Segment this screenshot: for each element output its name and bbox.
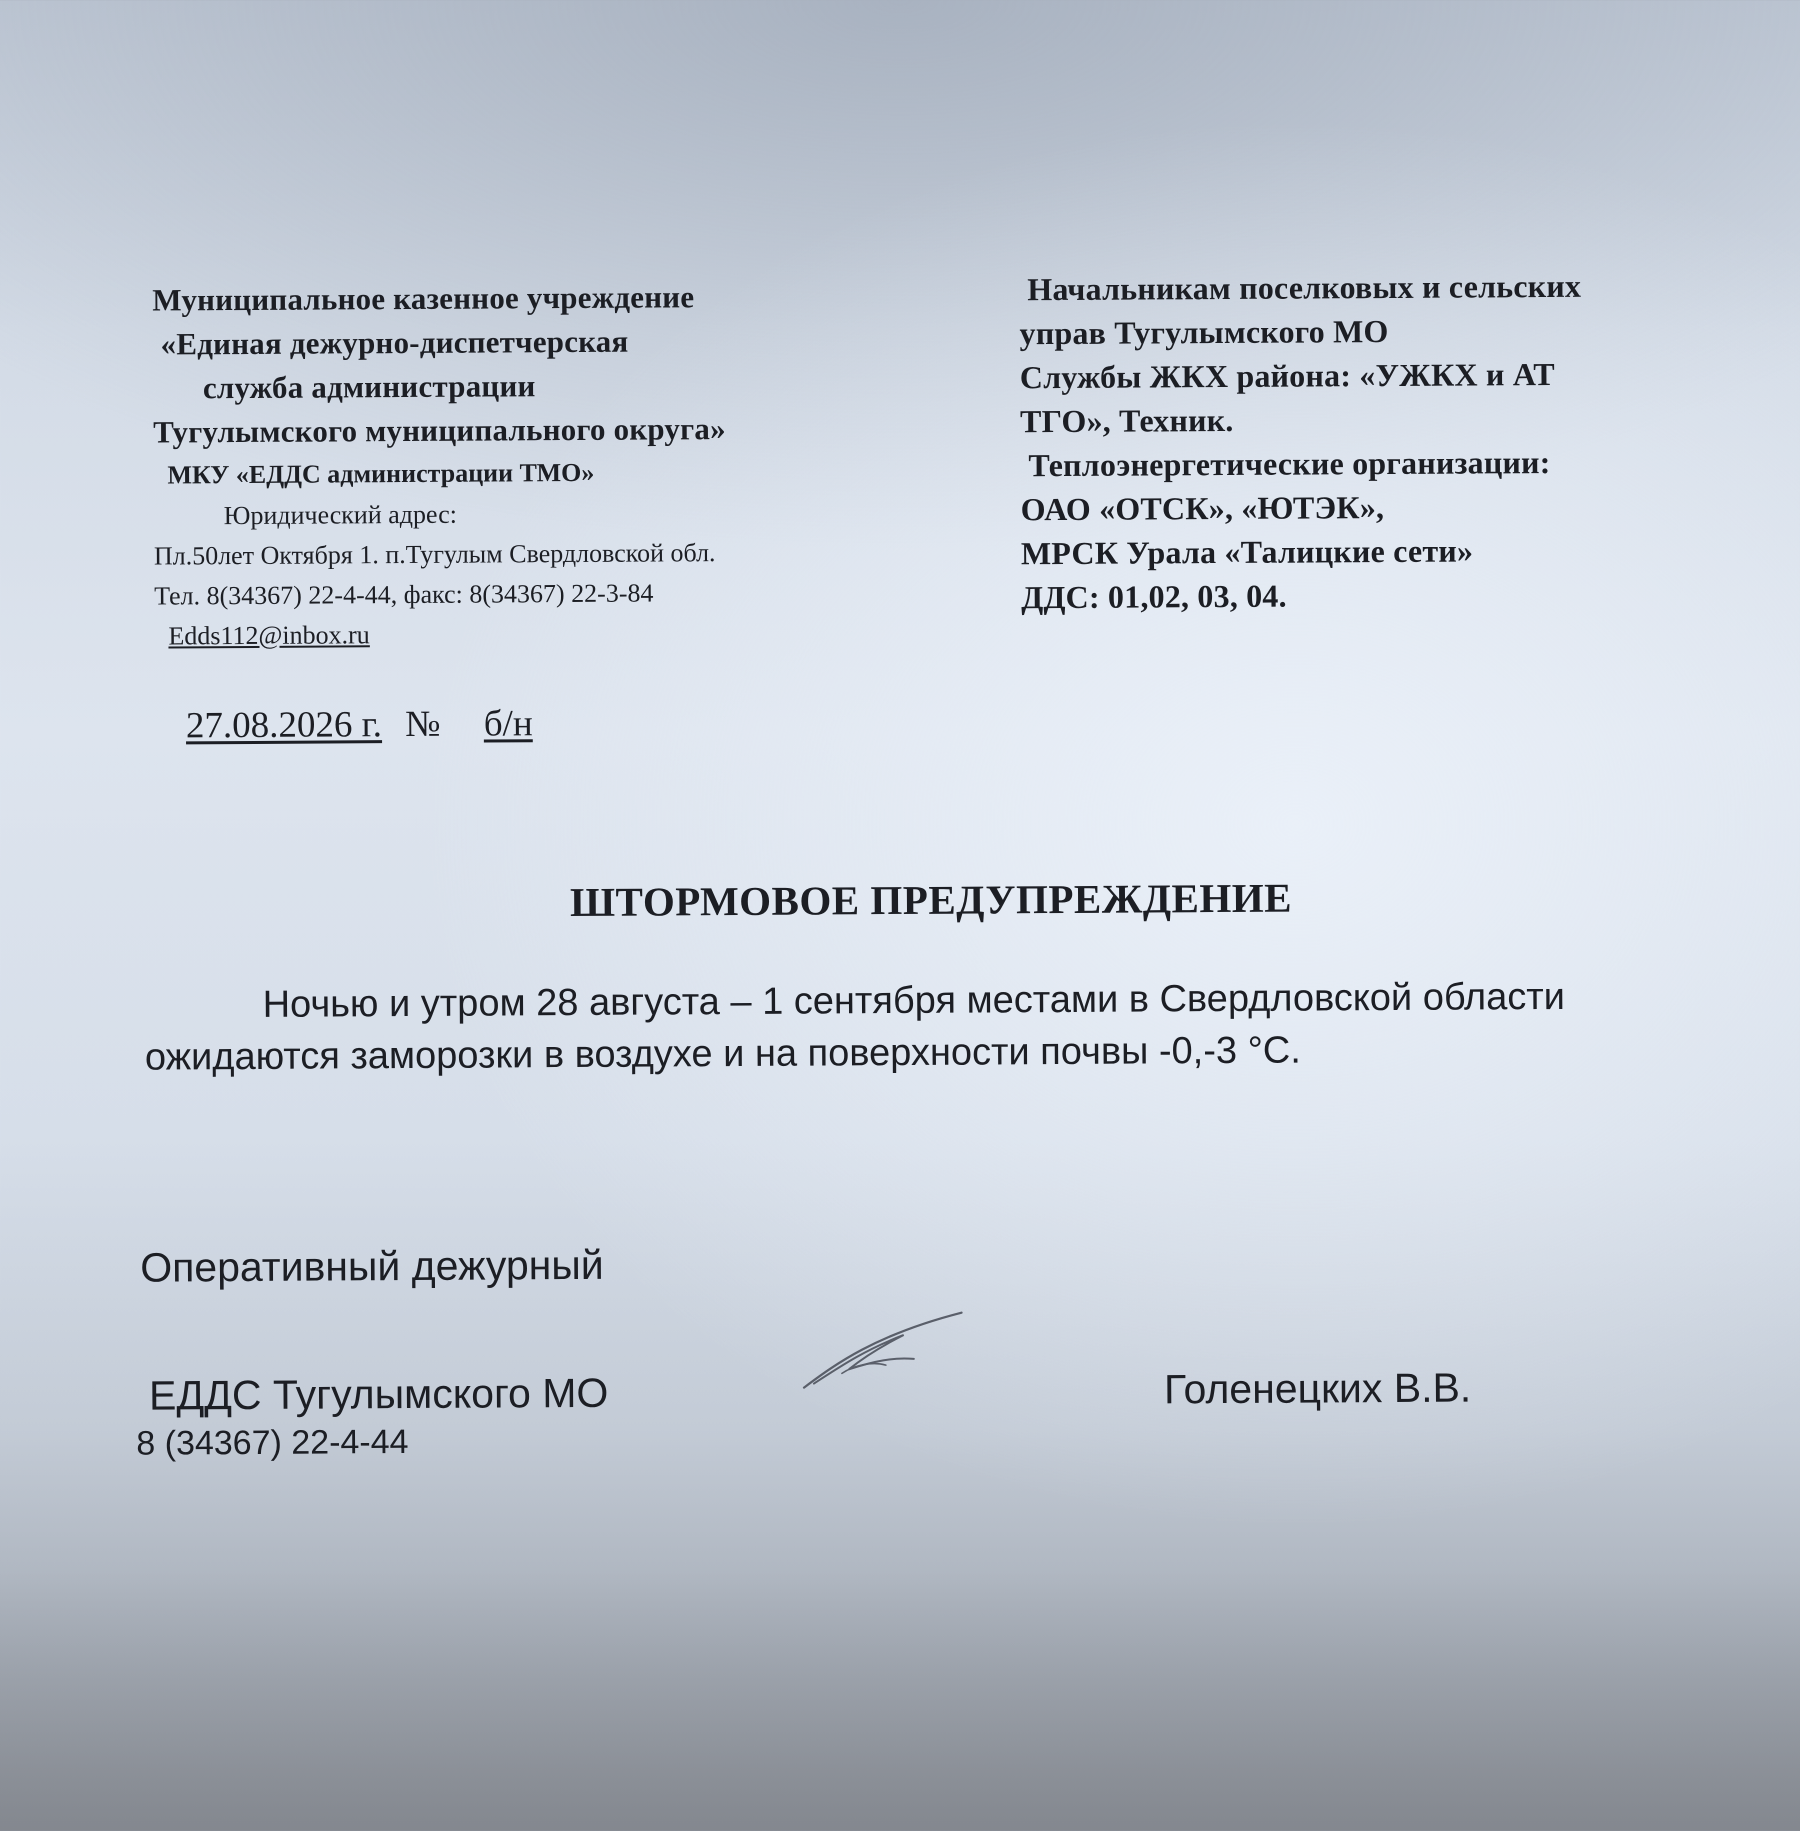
addressee-line-6: ОАО «ОТСК», «ЮТЭК»,: [1020, 489, 1385, 528]
sender-address-label: Юридический адрес:: [223, 499, 458, 531]
warning-body-line-2: ожидаются заморозки в воздухе и на поверхности почвы -0,-3 °С.: [144, 1029, 1301, 1079]
sender-org-line-4: Тугулымского муниципального округа»: [153, 411, 726, 450]
addressee-line-1: Начальникам поселковых и сельских: [1027, 267, 1582, 308]
sender-org-line-1: Муниципальное казенное учреждение: [152, 279, 695, 318]
addressee-line-5: Теплоэнергетические организации:: [1028, 444, 1551, 484]
signatory-name: Голенецких В.В.: [1163, 1364, 1472, 1413]
sender-org-line-2: «Единая дежурно-диспетчерская: [160, 323, 629, 362]
registration-number: б/н: [483, 703, 533, 745]
sender-email-link[interactable]: Edds112@inbox.ru: [168, 620, 370, 651]
warning-body: [144, 970, 1715, 1084]
sender-org-line-3: служба администрации: [202, 368, 536, 406]
registration-number-sign: №: [405, 703, 441, 746]
sender-address: Пл.50лет Октября 1. п.Тугулым Свердловской обл.: [153, 538, 716, 571]
registration-date: 27.08.2026 г.: [185, 704, 383, 747]
addressee-line-4: ТГО», Техник.: [1019, 401, 1234, 440]
document-title: ШТОРМОВОЕ ПРЕДУПРЕЖДЕНИЕ: [569, 874, 1293, 926]
warning-body-line-1: Ночью и утром 28 августа – 1 сентября местами в Свердловской области: [262, 975, 1566, 1026]
registration-line: [172, 702, 533, 747]
addressee-block: [1019, 263, 1741, 619]
signatory-position: Оперативный дежурный: [140, 1241, 604, 1291]
signatory-service: ЕДДС Тугулымского МО: [148, 1369, 609, 1419]
handwritten-signature: [793, 1295, 974, 1396]
sender-phones: Тел. 8(34367) 22-4-44, факс: 8(34367) 22-3-84: [154, 578, 654, 611]
addressee-line-3: Службы ЖКХ района: «УЖКХ и АТ: [1019, 355, 1555, 396]
sender-block: [152, 274, 894, 657]
addressee-line-2: управ Тугулымского МО: [1019, 313, 1389, 352]
signatory-phone: 8 (34367) 22-4-44: [136, 1423, 409, 1463]
addressee-line-8: ДДС: 01,02, 03, 04.: [1021, 577, 1287, 616]
sender-abbreviation: МКУ «ЕДДС администрации ТМО»: [167, 457, 595, 490]
addressee-line-7: МРСК Урала «Талицкие сети»: [1020, 532, 1474, 572]
